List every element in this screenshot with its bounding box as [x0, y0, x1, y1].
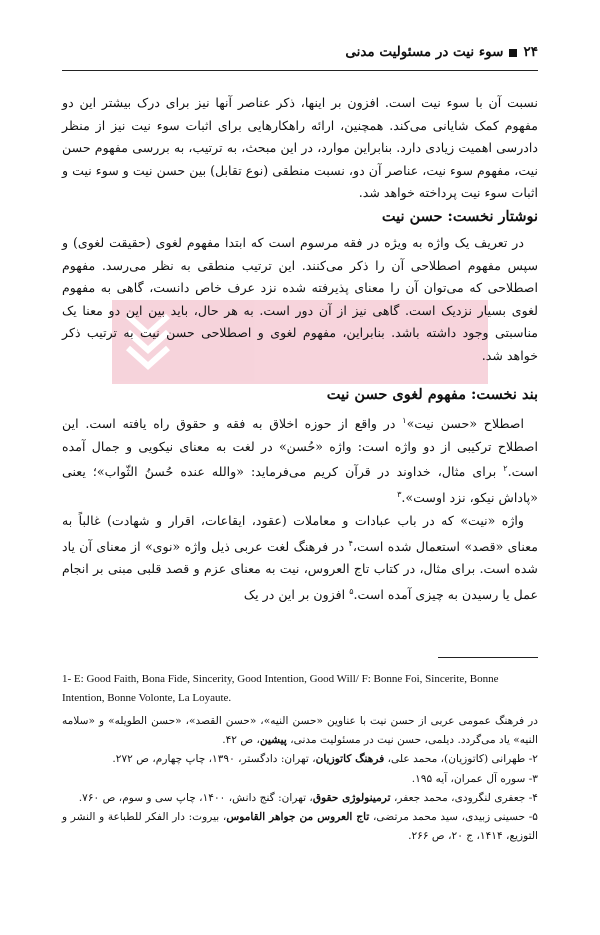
intro-paragraph	[62, 92, 538, 205]
footnote-4	[62, 789, 538, 808]
running-header	[345, 44, 538, 60]
section1-text: در تعریف یک واژه به ویژه در فقه مرسوم است که ابتدا مفهوم لغوی (حقیقت لغوی) و سپس مفهوم اصطلاحی آن را ذکر می‌کنند. این ترتیب منطقی به نظر می‌رسد. مفهوم اصطلاحی که می‌توان آن را معنای پذیرفته شده نزد عرف خاص دانست، گاهی به مفهوم لغوی بسیار نزدیک است. گاهی نیز از آن دور است. به هر حال، باید بین این دو معنا یک مناسبتی وجود داشته باشد. بنابراین، مفهوم لغوی و اصطلاحی حسن نیت به ترتیب ذکر خواهد شد.	[62, 235, 538, 363]
footnote-ref-3[interactable]: ۳	[397, 490, 402, 500]
footnote-5	[62, 808, 538, 846]
fn2-text-a: ۲- طهرانی (کاتوزیان)، محمد علی،	[384, 753, 538, 766]
running-title: سوء نیت در مسئولیت مدنی	[345, 44, 504, 60]
square-bullet-icon	[509, 49, 517, 57]
page-number: ۲۴	[523, 44, 538, 60]
p2-text-a: واژه «نیت» که در باب عبادات و معاملات (عقود، ایقاعات، اقرار و شهادت) غالباً به معنای «قصد» استعمال شده است،	[62, 512, 538, 554]
section-heading-good-faith: نوشتار نخست: حسن نیت	[381, 208, 538, 225]
footnote-divider	[438, 657, 538, 658]
fn4-text-b: ، تهران: گنج دانش، ۱۴۰۰، چاپ سی و سوم، ص ۷۶۰.	[78, 791, 313, 804]
p1-text-c: برای مثال، خداوند در قرآن کریم می‌فرماید: «والله عنده حُسنُ الثّواب»؛ یعنی «پاداش نیکو، نزد اوست».	[62, 464, 538, 506]
fn1-bold: پیشین	[259, 734, 287, 747]
footnote-ref-1[interactable]: ۱	[402, 416, 407, 425]
fn1-text-b: ، ص ۴۲.	[222, 734, 260, 747]
section2-paragraph-2	[62, 510, 538, 607]
p2-text-b: در فرهنگ لغت عربی ذیل واژه «نوی» از معنای آن یاد شده است. برای مثال، در کتاب تاج العروس، نیت به معنای عزم و قصد قلبی مبنی بر انجام عمل یا رسیدن به چیزی آمده است.	[62, 538, 538, 603]
fn2-bold: فرهنگ کاتوزیان	[315, 753, 385, 766]
section1-paragraph	[62, 232, 538, 368]
fn2-text-b: ، تهران: دادگستر، ۱۳۹۰، چاپ چهارم، ص ۲۷۲.	[112, 753, 316, 766]
footnote-1-latin: 1- E: Good Faith, Bona Fide, Sincerity, Good Intention, Good Will/ F: Bonne Foi, Sincerite, Bonne Intention, Bonne Volonte, La Loyaute.	[62, 673, 499, 704]
section2-paragraphs	[62, 410, 538, 607]
section2-paragraph-1	[62, 410, 538, 510]
fn4-bold: ترمینولوژی حقوق	[312, 791, 391, 804]
p1-text-a: اصطلاح «حسن نیت»	[406, 416, 524, 432]
header-divider	[62, 70, 538, 71]
p1-text-b: در واقع از حوزه اخلاق به فقه و حقوق راه یافته است. این اصطلاح ترکیبی از دو واژه است: واژه «حُسن» در لغت به معنای نیکویی و جمال آمده است.	[62, 416, 538, 480]
fn5-bold: تاج العروس من جواهر القاموس	[226, 811, 370, 824]
fn5-text-b: ، بیروت: دار الفکر للطباعة و النشر و التوزیع، ۱۴۱۴، ج ۲۰، ص ۲۶۶.	[62, 811, 538, 843]
subsection-heading-lexical-meaning: بند نخست: مفهوم لغوی حسن نیت	[326, 386, 538, 403]
intro-text: نسبت آن با سوء نیت است. افزون بر اینها، ذکر عناصر آنها نیز برای درک بیشتر این دو مفهوم کمک شایانی می‌کند. همچنین، ارائه راهکارهایی برای اثبات سوء نیت نیز از منظر دادرسی اهمیت زیادی دارد. بنابراین موارد، در این مبحث، به ترتیب، به بررسی مفهوم حسن نیت، مفهوم سوء نیت، عناصر آن دو، نسبت منطقی (نوع تقابل) بین حسن نیت و سوء نیت و اثبات سوء نیت پرداخته خواهد شد.	[62, 95, 538, 201]
fn1-text-a: در فرهنگ عمومی عربی از حسن نیت با عناوین «حسن النیه»، «حسن القصد»، «حسن الطویله» و «سلامه النیه» یاد می‌گردد. دیلمی، حسن نیت در مسئولیت مدنی،	[62, 715, 538, 747]
footnotes	[62, 712, 538, 846]
footnote-2	[62, 750, 538, 769]
footnote-ref-5[interactable]: ۵	[349, 586, 354, 596]
fn5-text-a: ۵- حسینی زبیدی، سید محمد مرتضی،	[369, 811, 538, 824]
fn4-text-a: ۴- جعفری لنگرودی، محمد جعفر،	[390, 791, 538, 804]
p2-text-c: افزون بر این در یک	[243, 587, 350, 603]
footnote-3: ۳- سوره آل عمران، آیه ۱۹۵.	[411, 772, 538, 785]
footnote-1	[62, 712, 538, 750]
footnote-ref-2[interactable]: ۲	[503, 464, 508, 474]
footnote-ref-4[interactable]: ۴	[348, 538, 353, 548]
